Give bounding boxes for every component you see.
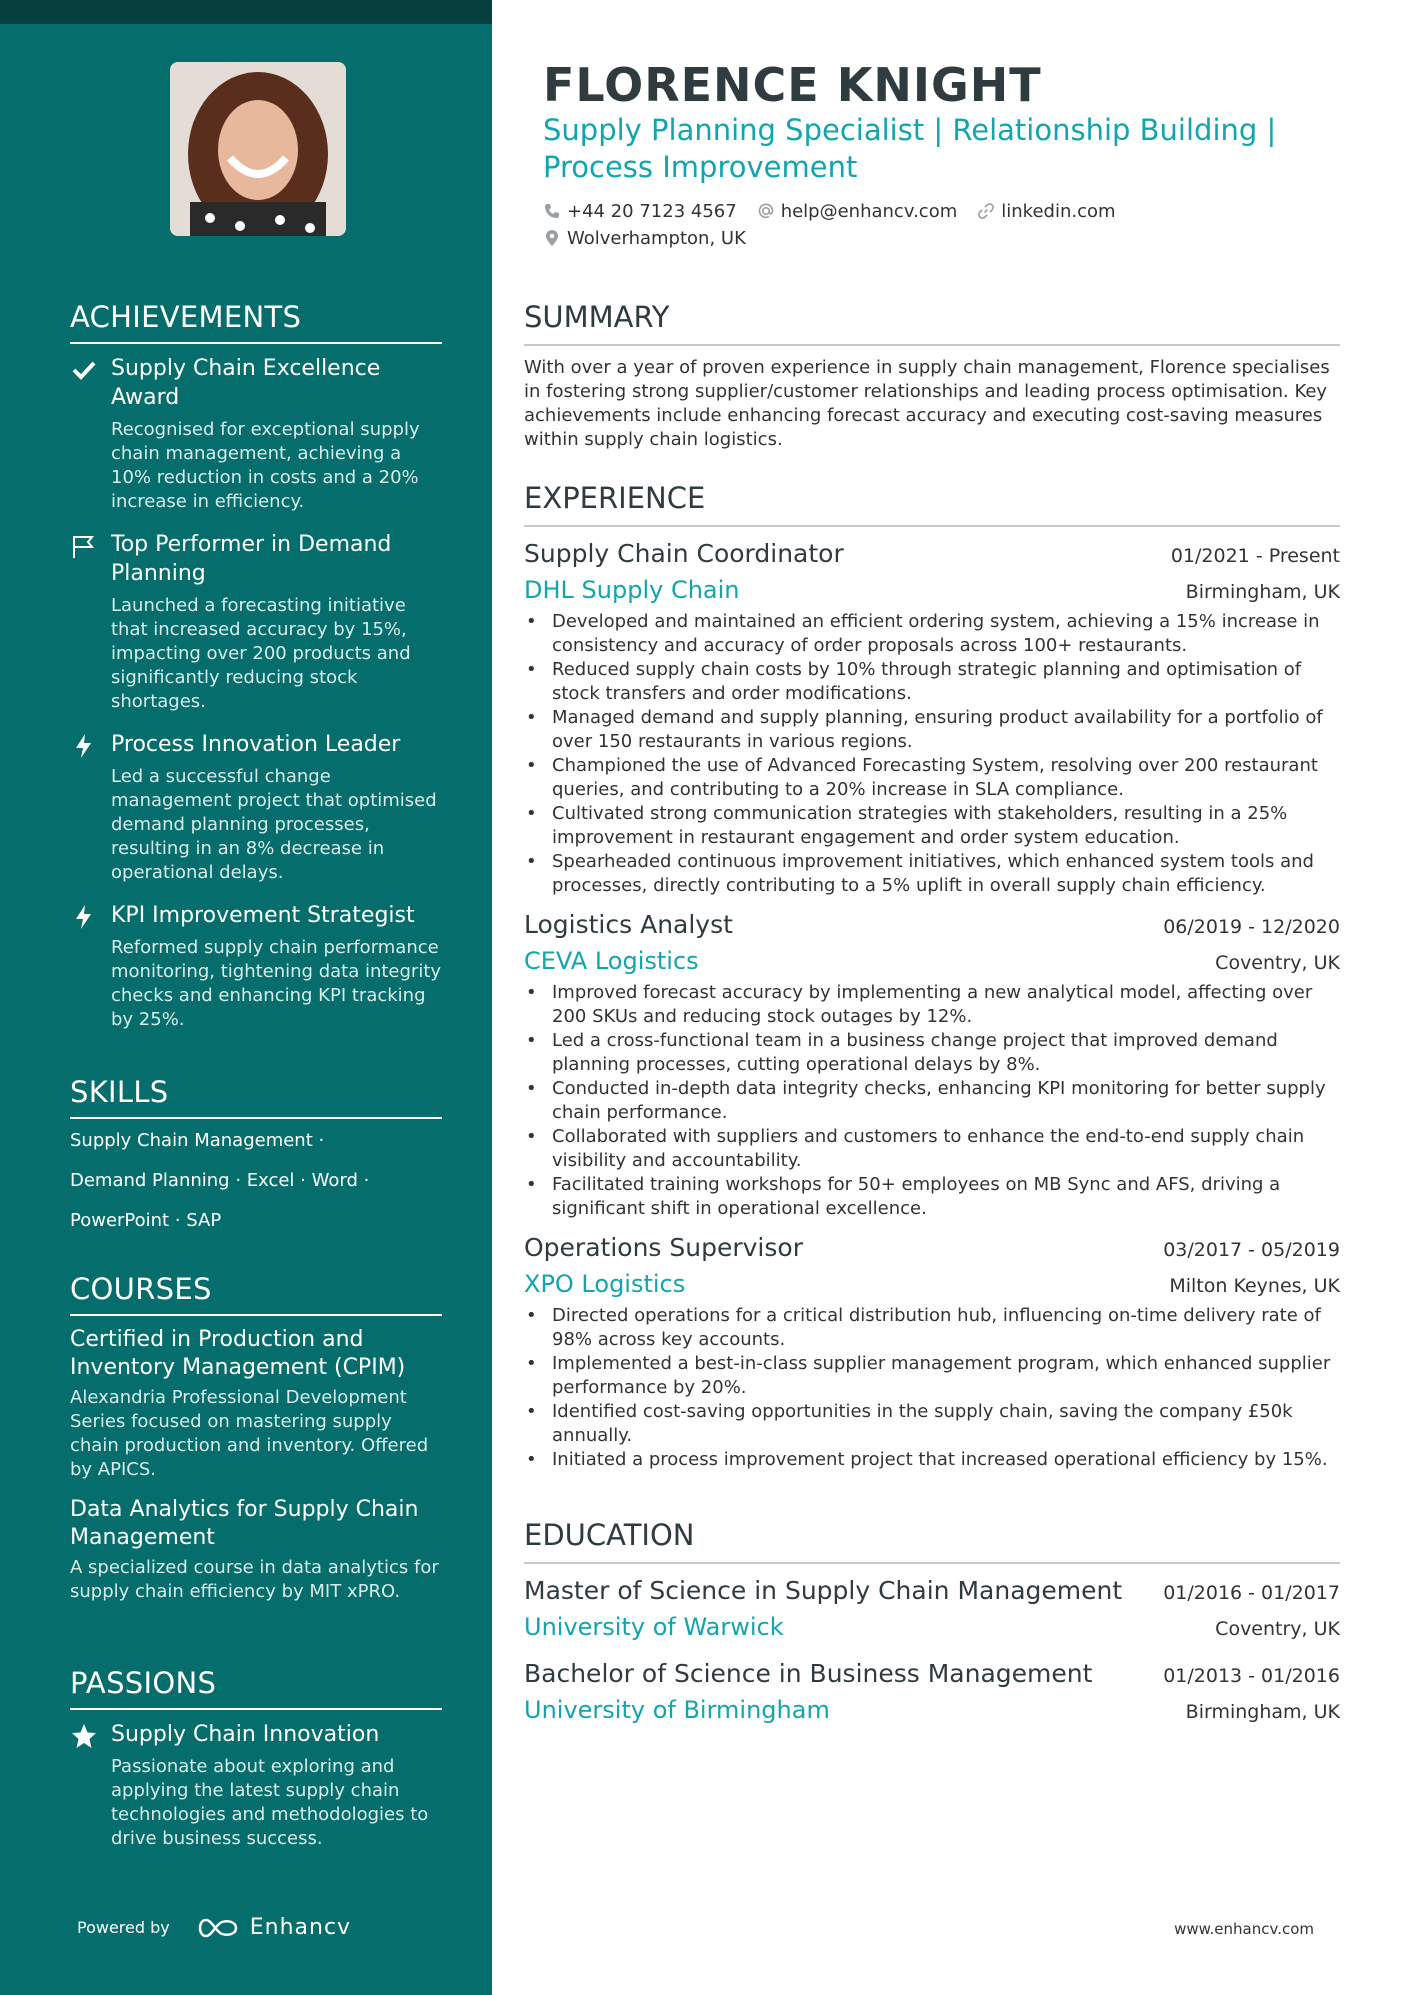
skills-line: PowerPoint · SAP (70, 1210, 222, 1231)
location-text: Wolverhampton, UK (567, 227, 746, 249)
skills-line: Demand Planning · Excel · Word · (70, 1170, 370, 1191)
bullet-item: • Collaborated with suppliers and customers to enhance the end-to-end supply chain visibility and accountability. (524, 1125, 1340, 1173)
achievement-title: KPI Improvement Strategist (111, 903, 415, 928)
enhancv-logo[interactable] (194, 1915, 351, 1940)
experience-section (524, 481, 1340, 1472)
email-contact[interactable] (757, 201, 958, 222)
school-location: Birmingham, UK (1185, 1701, 1340, 1723)
course-title: Data Analytics for Supply Chain Management (70, 1497, 419, 1550)
education-section (524, 1518, 1340, 1724)
email-text: help@enhancv.com (780, 200, 958, 222)
candidate-subtitle: Supply Planning Specialist | Relationship Building | Process Improvement (543, 113, 1277, 184)
summary-text: With over a year of proven experience in supply chain management, Florence specialises in fostering strong supplier/customer relationships and leading process optimisation. Key achievements include enhancing forecast accuracy and executing cost-saving measures within supply chain logistics. (524, 357, 1330, 450)
flag-icon (70, 532, 98, 560)
sidebar (0, 0, 492, 1995)
bolt-icon (70, 903, 98, 931)
enhancv-logo-icon (194, 1916, 240, 1940)
job-entry (524, 539, 1340, 898)
job-dates: 03/2017 - 05/2019 (1163, 1239, 1340, 1261)
passions-heading: PASSIONS (70, 1666, 442, 1710)
course-item (70, 1326, 442, 1482)
linkedin-contact[interactable] (977, 201, 1115, 222)
experience-heading: EXPERIENCE (524, 481, 1340, 527)
education-entry (524, 1576, 1340, 1641)
passion-title: Supply Chain Innovation (111, 1722, 380, 1747)
summary-heading: SUMMARY (524, 300, 1340, 346)
bullet-item: • Developed and maintained an efficient ordering system, achieving a 15% increase in consistency and accuracy of order proposals across 100+ restaurants. (524, 610, 1340, 658)
courses-section (70, 1272, 442, 1618)
job-bullets (524, 1304, 1340, 1472)
achievement-desc: Reformed supply chain performance monitoring, tightening data integrity checks and enhancing KPI tracking by 25%. (111, 937, 442, 1030)
job-bullets (524, 610, 1340, 898)
course-title: Certified in Production and Inventory Management (CPIM) (70, 1327, 406, 1380)
job-location: Birmingham, UK (1185, 581, 1340, 603)
course-desc: Alexandria Professional Development Series focused on mastering supply chain production and inventory. Offered by APICS. (70, 1387, 429, 1480)
achievement-item (70, 354, 442, 514)
achievements-section (70, 300, 442, 1048)
check-icon (70, 356, 98, 384)
bullet-item: • Identified cost-saving opportunities in the supply chain, saving the company £50k annually. (524, 1400, 1340, 1448)
powered-by-label: Powered by (77, 1918, 170, 1937)
achievement-item (70, 730, 442, 885)
bolt-icon (70, 732, 98, 760)
sidebar-top-bar (0, 0, 492, 24)
course-desc: A specialized course in data analytics for supply chain efficiency by MIT xPRO. (70, 1557, 439, 1602)
school-name: University of Birmingham (524, 1696, 830, 1724)
bullet-item: • Conducted in-depth data integrity checks, enhancing KPI monitoring for better supply chain performance. (524, 1077, 1340, 1125)
course-item (70, 1496, 442, 1604)
passions-section (70, 1666, 442, 1867)
bullet-item: • Spearheaded continuous improvement initiatives, which enhanced system tools and processes, directly contributing to a 5% uplift in overall supply chain efficiency. (524, 850, 1340, 898)
achievement-desc: Led a successful change management project that optimised demand planning processes, resulting in an 8% decrease in operational delays. (111, 766, 437, 883)
job-dates: 01/2021 - Present (1170, 545, 1340, 567)
job-company: CEVA Logistics (524, 947, 699, 975)
job-company: DHL Supply Chain (524, 576, 740, 604)
achievement-desc: Launched a forecasting initiative that increased accuracy by 15%, impacting over 200 products and significantly reducing stock shortages. (111, 595, 411, 712)
job-dates: 06/2019 - 12/2020 (1163, 916, 1340, 938)
phone-icon (543, 202, 561, 220)
achievements-heading: ACHIEVEMENTS (70, 300, 442, 344)
job-title: Operations Supervisor (524, 1233, 803, 1262)
summary-section (524, 300, 1340, 452)
job-entry (524, 1233, 1340, 1472)
footer-url[interactable]: www.enhancv.com (1174, 1920, 1314, 1938)
job-bullets (524, 981, 1340, 1221)
school-name: University of Warwick (524, 1613, 784, 1641)
achievement-item (70, 901, 442, 1032)
job-location: Milton Keynes, UK (1169, 1275, 1340, 1297)
enhancv-logo-text: Enhancv (249, 1915, 352, 1940)
job-company: XPO Logistics (524, 1270, 686, 1298)
bullet-item: • Championed the use of Advanced Forecasting System, resolving over 200 restaurant queries, and contributing to a 20% increase in SLA compliance. (524, 754, 1340, 802)
school-location: Coventry, UK (1215, 1618, 1340, 1640)
education-dates: 01/2013 - 01/2016 (1163, 1665, 1340, 1687)
achievement-title: Process Innovation Leader (111, 732, 401, 757)
job-location: Coventry, UK (1215, 952, 1340, 974)
bullet-item: • Led a cross-functional team in a business change project that improved demand planning processes, cutting operational delays by 8%. (524, 1029, 1340, 1077)
bullet-item: • Improved forecast accuracy by implementing a new analytical model, affecting over 200 SKUs and reducing stock outages by 12%. (524, 981, 1340, 1029)
linkedin-text: linkedin.com (1001, 200, 1116, 222)
courses-heading: COURSES (70, 1272, 442, 1316)
bullet-item: • Managed demand and supply planning, ensuring product availability for a portfolio of over 150 restaurants in various regions. (524, 706, 1340, 754)
powered-by (77, 1915, 351, 1940)
profile-photo (170, 62, 346, 236)
phone-text: +44 20 7123 4567 (567, 200, 737, 222)
location-contact (543, 228, 746, 249)
achievement-item (70, 530, 442, 714)
bullet-item: • Implemented a best-in-class supplier management program, which enhanced supplier performance by 20%. (524, 1352, 1340, 1400)
degree-title: Bachelor of Science in Business Management (524, 1659, 1093, 1688)
bullet-item: • Directed operations for a critical distribution hub, influencing on-time delivery rate of 98% across key accounts. (524, 1304, 1340, 1352)
location-pin-icon (543, 229, 561, 247)
achievement-title: Supply Chain Excellence Award (111, 356, 381, 410)
phone-contact[interactable] (543, 201, 737, 222)
bullet-item: • Initiated a process improvement project that increased operational efficiency by 15%. (524, 1448, 1340, 1472)
bullet-item: • Facilitated training workshops for 50+ employees on MB Sync and AFS, driving a significant shift in operational excellence. (524, 1173, 1340, 1221)
candidate-name: FLORENCE KNIGHT (543, 58, 1042, 112)
degree-title: Master of Science in Supply Chain Management (524, 1576, 1123, 1605)
at-icon (757, 202, 775, 220)
skills-line: Supply Chain Management · (70, 1130, 325, 1151)
skills-heading: SKILLS (70, 1075, 442, 1119)
job-title: Logistics Analyst (524, 910, 733, 939)
star-icon (70, 1722, 98, 1750)
job-entry (524, 910, 1340, 1221)
link-icon (977, 202, 995, 220)
achievement-title: Top Performer in Demand Planning (111, 532, 392, 586)
bullet-item: • Reduced supply chain costs by 10% through strategic planning and optimisation of stock transfers and order modifications. (524, 658, 1340, 706)
education-heading: EDUCATION (524, 1518, 1340, 1564)
achievement-desc: Recognised for exceptional supply chain management, achieving a 10% reduction in costs and a 20% increase in efficiency. (111, 419, 420, 512)
passion-item (70, 1720, 442, 1851)
education-dates: 01/2016 - 01/2017 (1163, 1582, 1340, 1604)
passion-desc: Passionate about exploring and applying the latest supply chain technologies and methodologies to drive business success. (111, 1756, 429, 1849)
skills-section (70, 1075, 442, 1249)
contact-info (543, 200, 1333, 254)
education-entry (524, 1659, 1340, 1724)
bullet-item: • Cultivated strong communication strategies with stakeholders, resulting in a 25% improvement in restaurant engagement and order system education. (524, 802, 1340, 850)
job-title: Supply Chain Coordinator (524, 539, 844, 568)
